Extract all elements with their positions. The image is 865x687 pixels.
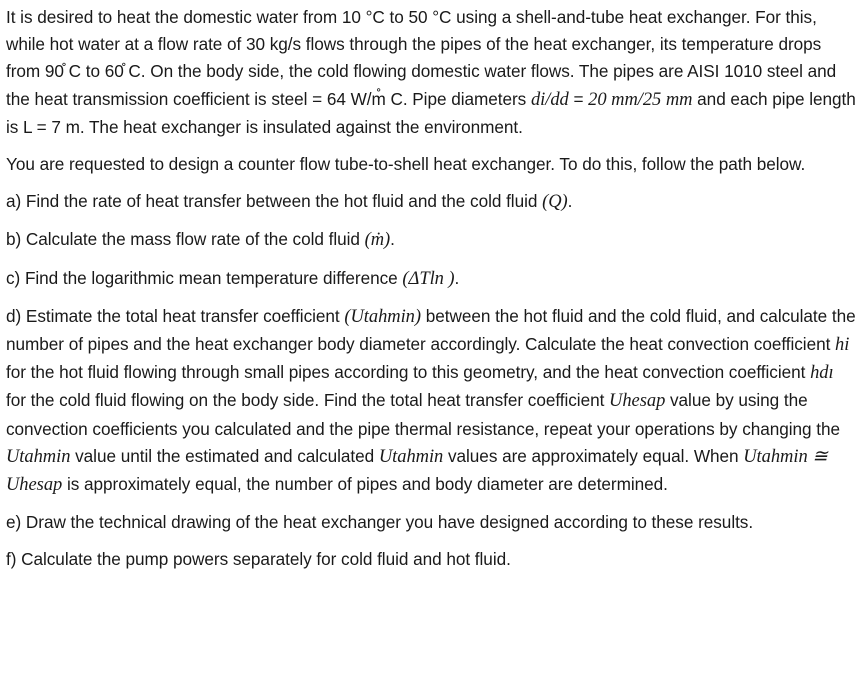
hi-symbol: hi	[835, 335, 850, 356]
part-d-text-7: values are approximately equal. When	[443, 445, 744, 466]
heat-rate-symbol: (Q)	[542, 192, 568, 213]
request-paragraph: You are requested to design a counter flow tube-to-shell heat exchanger. To do this, follow the path below.	[6, 154, 806, 175]
u-estimated-symbol-3: Utahmin	[378, 446, 444, 467]
part-c-text: c) Find the logarithmic mean temperature difference	[6, 267, 403, 288]
part-c	[6, 265, 858, 293]
part-d-text-2: between the hot fluid and the cold fluid, and calculate the number of pipes and the heat exchanger body diameter accordingly. Calculate the heat convection coefficient	[6, 305, 856, 355]
diameter-values: 20 mm/25 mm	[588, 89, 693, 110]
u-estimated-symbol: (Utahmin)	[344, 306, 421, 327]
problem-document	[6, 4, 858, 574]
intro-text-3: and each pipe length is L = 7 m. The heat exchanger is insulated against the environment.	[6, 88, 856, 137]
part-d-text-6: value until the estimated and calculated	[70, 445, 379, 466]
part-b-text: b) Calculate the mass flow rate of the cold fluid	[6, 229, 365, 250]
part-d-text-5: value by using the convection coefficients you calculated and the pipe thermal resistance, repeat your operations by changing the	[6, 390, 841, 439]
part-a-end: .	[567, 191, 573, 212]
mass-flow-symbol: (ṁ)	[364, 230, 391, 251]
part-a-text: a) Find the rate of heat transfer between the hot fluid and the cold fluid	[6, 191, 543, 212]
hdi-symbol: hdı	[810, 363, 834, 384]
part-f: f) Calculate the pump powers separately for cold fluid and hot fluid.	[6, 549, 511, 570]
u-estimated-symbol-2: Utahmin	[6, 446, 71, 467]
part-d-text-4: for the cold fluid flowing on the body side. Find the total heat transfer coefficient	[6, 390, 610, 411]
part-d-text-1: d) Estimate the total heat transfer coefficient	[6, 305, 345, 326]
part-d-text-8: is approximately equal, the number of pipes and body diameter are determined.	[62, 474, 668, 495]
intro-text-1: It is desired to heat the domestic water from 10 °C to 50 °C using a shell-and-tube heat exchanger. For this, while hot water at a flow rate of 30 kg/s flows through the pipes of the heat exchanger, its temperature drops from 90̊ C to 60̊ C. On the body side, the cold flowing domestic water flows. The pipes are AISI 1010 steel and the heat transmission coefficient is steel = 64 W/m̊ C. Pipe diameters	[6, 7, 837, 109]
u-calculated-symbol: Uhesap	[609, 391, 666, 412]
part-a	[6, 188, 858, 216]
part-c-end: .	[454, 267, 460, 288]
lmtd-symbol: (ΔTln )	[402, 268, 455, 289]
u-equality-expression: Utahmin ≅ Uhesap	[6, 446, 828, 496]
part-d	[6, 303, 858, 499]
part-e: e) Draw the technical drawing of the heat exchanger you have designed according to these results.	[6, 512, 754, 533]
diameter-ratio-symbol: di/dd	[530, 89, 569, 110]
intro-text-2: =	[568, 88, 589, 109]
intro-paragraph	[6, 4, 858, 141]
part-d-text-3: for the hot fluid flowing through small pipes according to this geometry, and the heat convection coefficient	[6, 362, 811, 383]
part-b-end: .	[390, 229, 395, 250]
part-b	[6, 226, 858, 254]
